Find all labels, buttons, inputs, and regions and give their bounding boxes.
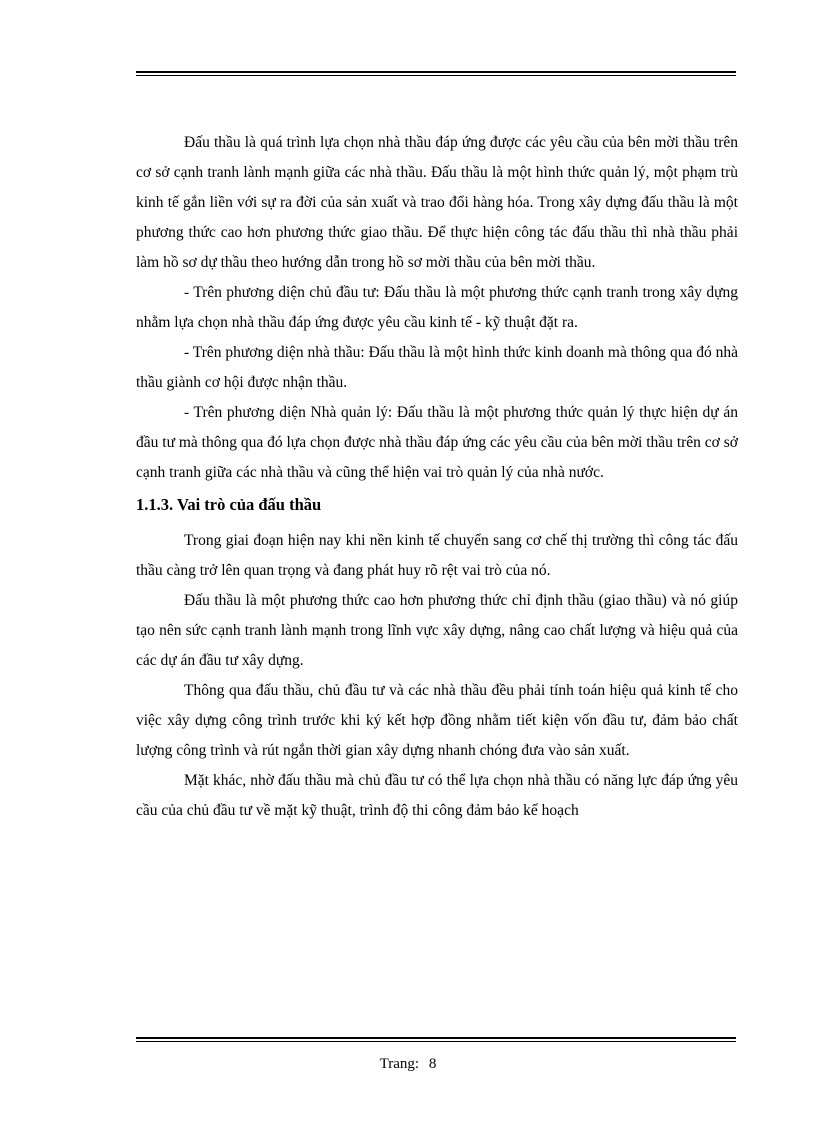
paragraph-manager-view: - Trên phương diện Nhà quản lý: Đấu thầu là một phương thức quản lý thực hiện dự án đầu tư mà thông qua đó lựa chọn được nhà thầu đáp ứng các yêu cầu của bên mời thầu trên cơ sở cạnh tranh giữa các nhà thầu và cũng thể hiện vai trò quản lý của nhà nước. — [136, 404, 738, 481]
page-number: 8 — [428, 1056, 437, 1072]
section-heading: 1.1.3. Vai trò của đấu thầu — [136, 495, 322, 514]
paragraph-role-1: Trong giai đoạn hiện nay khi nền kinh tế chuyển sang cơ chế thị trường thì công tác đấu thầu càng trở lên quan trọng và đang phát huy rõ rệt vai trò của nó. — [136, 532, 738, 579]
page-footer — [0, 1056, 816, 1073]
paragraph-role-4: Mặt khác, nhờ đấu thầu mà chủ đầu tư có thể lựa chọn nhà thầu có năng lực đáp ứng yêu cầu của chủ đầu tư về mặt kỹ thuật, trình độ thi công đảm bảo kế hoạch — [136, 772, 738, 819]
page-label: Trang: — [379, 1056, 420, 1072]
header-rule — [136, 71, 736, 76]
footer-rule — [136, 1037, 736, 1042]
document-body — [136, 128, 738, 826]
paragraph-role-3: Thông qua đấu thầu, chủ đầu tư và các nhà thầu đều phải tính toán hiệu quả kinh tế cho việc xây dựng công trình trước khi ký kết hợp đồng nhằm tiết kiện vốn đầu tư, đảm bảo chất lượng công trình và rút ngắn thời gian xây dựng nhanh chóng đưa vào sản xuất. — [136, 682, 738, 759]
paragraph-investor-view: - Trên phương diện chủ đầu tư: Đấu thầu là một phương thức cạnh tranh trong xây dựng nhằm lựa chọn nhà thầu đáp ứng được yêu cầu kinh tế - kỹ thuật đặt ra. — [136, 284, 738, 331]
paragraph-definition: Đấu thầu là quá trình lựa chọn nhà thầu đáp ứng được các yêu cầu của bên mời thầu trên cơ sở cạnh tranh lành mạnh giữa các nhà thầu. Đấu thầu là một hình thức quản lý, một phạm trù kinh tế gắn liền với sự ra đời của sản xuất và trao đổi hàng hóa. Trong xây dựng đấu thầu là một phương thức cao hơn phương thức giao thầu. Để thực hiện công tác đấu thầu thì nhà thầu phải làm hồ sơ dự thầu theo hướng dẫn trong hồ sơ mời thầu của bên mời thầu. — [136, 134, 738, 271]
paragraph-contractor-view: - Trên phương diện nhà thầu: Đấu thầu là một hình thức kinh doanh mà thông qua đó nhà thầu giành cơ hội được nhận thầu. — [136, 344, 738, 391]
paragraph-role-2: Đấu thầu là một phương thức cao hơn phương thức chỉ định thầu (giao thầu) và nó giúp tạo nên sức cạnh tranh lành mạnh trong lĩnh vực xây dựng, nâng cao chất lượng và hiệu quả của các dự án đầu tư xây dựng. — [136, 592, 738, 669]
